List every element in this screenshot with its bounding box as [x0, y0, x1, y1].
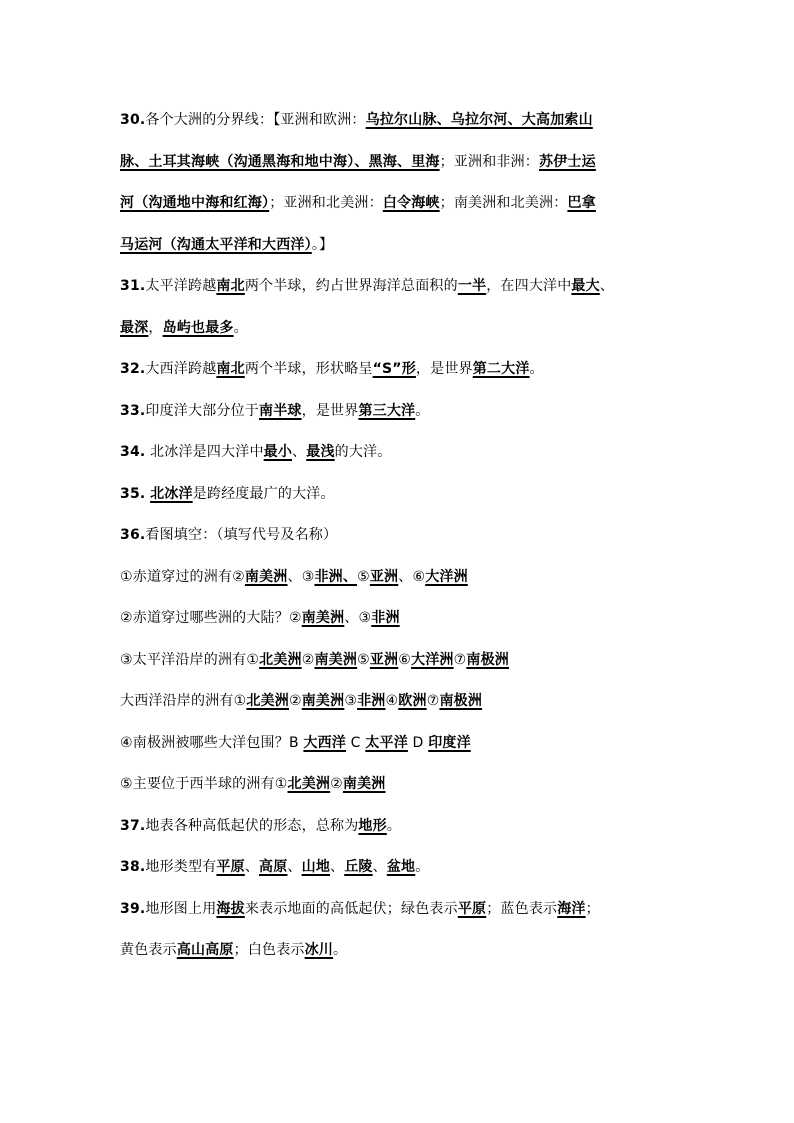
answer-text: 山地 [301, 859, 331, 875]
answer-text: 南极洲 [439, 693, 483, 709]
answer-text: 南美洲 [244, 568, 288, 585]
question-text: ⑦ [453, 651, 467, 668]
answer-text: 非洲 [371, 610, 400, 626]
answer-text: 盆地 [386, 859, 416, 875]
answer-text: 非洲 [357, 693, 386, 709]
answer-text: 丘陵 [344, 859, 373, 875]
document-body [120, 100, 680, 972]
question-number: 33. [120, 402, 146, 419]
question-number: 35. [120, 485, 146, 502]
answer-text: 太平洋 [365, 734, 408, 751]
answer-text: 高原 [259, 859, 288, 875]
question-text: 是跨经度最广的大洋。 [192, 485, 335, 502]
answer-text: 北美洲 [259, 651, 302, 668]
question-text: ⑥ [398, 651, 412, 668]
answer-text: 南美洲 [301, 693, 345, 709]
question-text: ，是世界 [415, 361, 473, 377]
answer-text: 南美洲 [342, 776, 386, 792]
question-text: 印度洋大部分位于 [145, 402, 260, 419]
text-line [120, 723, 680, 765]
answer-text: 北美洲 [287, 776, 331, 792]
answer-text: 巴拿 [567, 195, 596, 211]
question-text: 。 [386, 817, 402, 834]
text-line [120, 557, 680, 599]
question-text: 、 [599, 278, 615, 294]
question-text: 大西洋沿岸的洲有① [120, 693, 247, 709]
answer-text: 白令海峡 [382, 195, 440, 211]
question-text: ，在四大洋中 [486, 278, 572, 294]
text-line [120, 515, 680, 557]
question-text: ； [585, 900, 600, 917]
question-text: ， [148, 319, 163, 336]
question-text: 、 [244, 859, 260, 875]
question-text: 看图填空：（填写代号及名称） [145, 527, 338, 543]
question-number: 38. [120, 859, 146, 875]
question-text: 大西洋跨越 [145, 361, 217, 377]
question-text: ，是世界 [301, 402, 359, 419]
question-text: 。 [233, 319, 248, 336]
answer-text: 苏伊士运 [539, 153, 596, 170]
question-text: ⑤ [357, 568, 370, 585]
text-line [120, 598, 680, 640]
text-line [120, 225, 680, 267]
question-text: ；亚洲和北美洲： [269, 195, 383, 211]
answer-text: 岛屿也最多 [162, 319, 234, 336]
question-number: 36. [120, 527, 146, 543]
question-text: ；亚洲和非洲： [439, 153, 540, 170]
question-text: ② [288, 693, 302, 709]
answer-text: 印度洋 [428, 734, 471, 751]
question-text: 、 [287, 859, 302, 875]
question-text: 、⑥ [398, 568, 426, 585]
answer-text: 第三大洋 [358, 402, 416, 419]
question-number: 39. [120, 900, 146, 917]
question-text: 的大洋。 [334, 444, 392, 460]
answer-text: 北冰洋 [150, 485, 193, 502]
question-number: 31. [120, 278, 146, 294]
text-line [120, 266, 680, 308]
question-text: ② [301, 651, 315, 668]
text-line [120, 349, 680, 391]
answer-text: 乌拉尔山脉、乌拉尔河、大高加索山 [365, 112, 593, 128]
answer-text: 最深 [120, 319, 149, 336]
question-text: 、③ [344, 610, 372, 626]
question-text: 来表示地面的高低起伏；绿色表示 [244, 900, 458, 917]
answer-text: 非洲、 [314, 568, 358, 585]
question-text: 、 [372, 859, 387, 875]
answer-text: 南美洲 [301, 610, 345, 626]
question-text: 各个大洲的分界线：【亚洲和欧洲： [145, 112, 366, 128]
answer-text: 南极洲 [466, 651, 510, 668]
question-text: 北冰洋是四大洋中 [145, 444, 264, 460]
answer-text: 南北 [216, 361, 245, 377]
question-text: ；南美洲和北美洲： [439, 195, 568, 211]
question-text: 、 [292, 444, 307, 460]
answer-text: 南北 [216, 278, 245, 294]
question-number: 34. [120, 444, 146, 460]
answer-text: 南美洲 [314, 651, 358, 668]
text-line [120, 308, 680, 350]
answer-text: 高山高原 [176, 942, 234, 958]
answer-text: 地形 [358, 817, 387, 834]
answer-text: 脉、土耳其海峡（沟通黑海和地中海）、黑海、里海 [120, 153, 440, 170]
text-line [120, 183, 680, 225]
question-text: 地表各种高低起伏的形态，总称为 [145, 817, 359, 834]
text-line [120, 391, 680, 433]
question-text: ③ [344, 693, 358, 709]
answer-text: 大洋洲 [425, 568, 468, 585]
answer-text: 河（沟通地中海和红海） [120, 195, 270, 211]
answer-text: 北美洲 [246, 693, 289, 709]
answer-text: 最大 [571, 278, 600, 294]
question-text: ⑤主要位于西半球的洲有① [120, 776, 288, 792]
question-text: 。 [333, 942, 348, 958]
text-line [120, 889, 680, 931]
text-line [120, 681, 680, 723]
text-line [120, 640, 680, 682]
answer-text: “S”形 [372, 361, 416, 377]
question-text: 黄色表示 [120, 942, 177, 958]
question-text: ③太平洋沿岸的洲有① [120, 651, 260, 668]
question-text: 地形图上用 [145, 900, 217, 917]
question-text: 、 [330, 859, 345, 875]
question-text: ④ [385, 693, 399, 709]
question-text: ；蓝色表示 [486, 900, 558, 917]
answer-text: 第二大洋 [472, 361, 530, 377]
answer-text: 亚洲 [369, 651, 399, 668]
question-text: ⑦ [426, 693, 440, 709]
question-number: 32. [120, 361, 146, 377]
text-line [120, 847, 680, 889]
answer-text: 欧洲 [398, 693, 427, 709]
question-text: 两个半球，约占世界海洋总面积的 [244, 278, 458, 294]
answer-text: 最浅 [306, 444, 335, 460]
answer-text: 马运河（沟通太平洋和大西洋） [120, 236, 312, 253]
text-line [120, 764, 680, 806]
answer-text: 南半球 [259, 402, 302, 419]
answer-text: 亚洲 [369, 568, 399, 585]
question-text: ；白色表示 [233, 942, 305, 958]
text-line [120, 474, 680, 516]
answer-text: 冰川 [304, 942, 334, 958]
question-text: 地形类型有 [145, 859, 217, 875]
question-number: 37. [120, 817, 146, 834]
answer-text: 大洋洲 [411, 651, 454, 668]
question-text: 。】 [311, 236, 334, 253]
question-text: 太平洋跨越 [145, 278, 217, 294]
question-text: 。 [415, 402, 430, 419]
question-number: 30. [120, 112, 146, 128]
answer-text: 平原 [457, 900, 487, 917]
text-line [120, 142, 680, 184]
question-text: 、③ [287, 568, 315, 585]
answer-text: 最小 [263, 444, 293, 460]
text-line [120, 100, 680, 142]
question-text: ①赤道穿过的洲有② [120, 568, 245, 585]
answer-text: 平原 [216, 859, 245, 875]
answer-text: 海洋 [557, 900, 586, 917]
question-text: 两个半球，形状略呈 [244, 361, 373, 377]
question-text: 。 [415, 859, 430, 875]
answer-text: 大西洋 [303, 734, 347, 751]
question-text: 。 [529, 361, 544, 377]
question-text: ②赤道穿过哪些洲的大陆？② [120, 610, 302, 626]
question-text: ④南极洲被哪些大洋包围？B [120, 734, 304, 751]
question-text: ⑤ [357, 651, 370, 668]
text-line [120, 432, 680, 474]
text-line [120, 930, 680, 972]
question-text: D [407, 734, 429, 751]
answer-text: 一半 [457, 278, 487, 294]
question-text: ② [330, 776, 343, 792]
answer-text: 海拔 [216, 900, 245, 917]
question-text: C [346, 734, 366, 751]
text-line [120, 806, 680, 848]
